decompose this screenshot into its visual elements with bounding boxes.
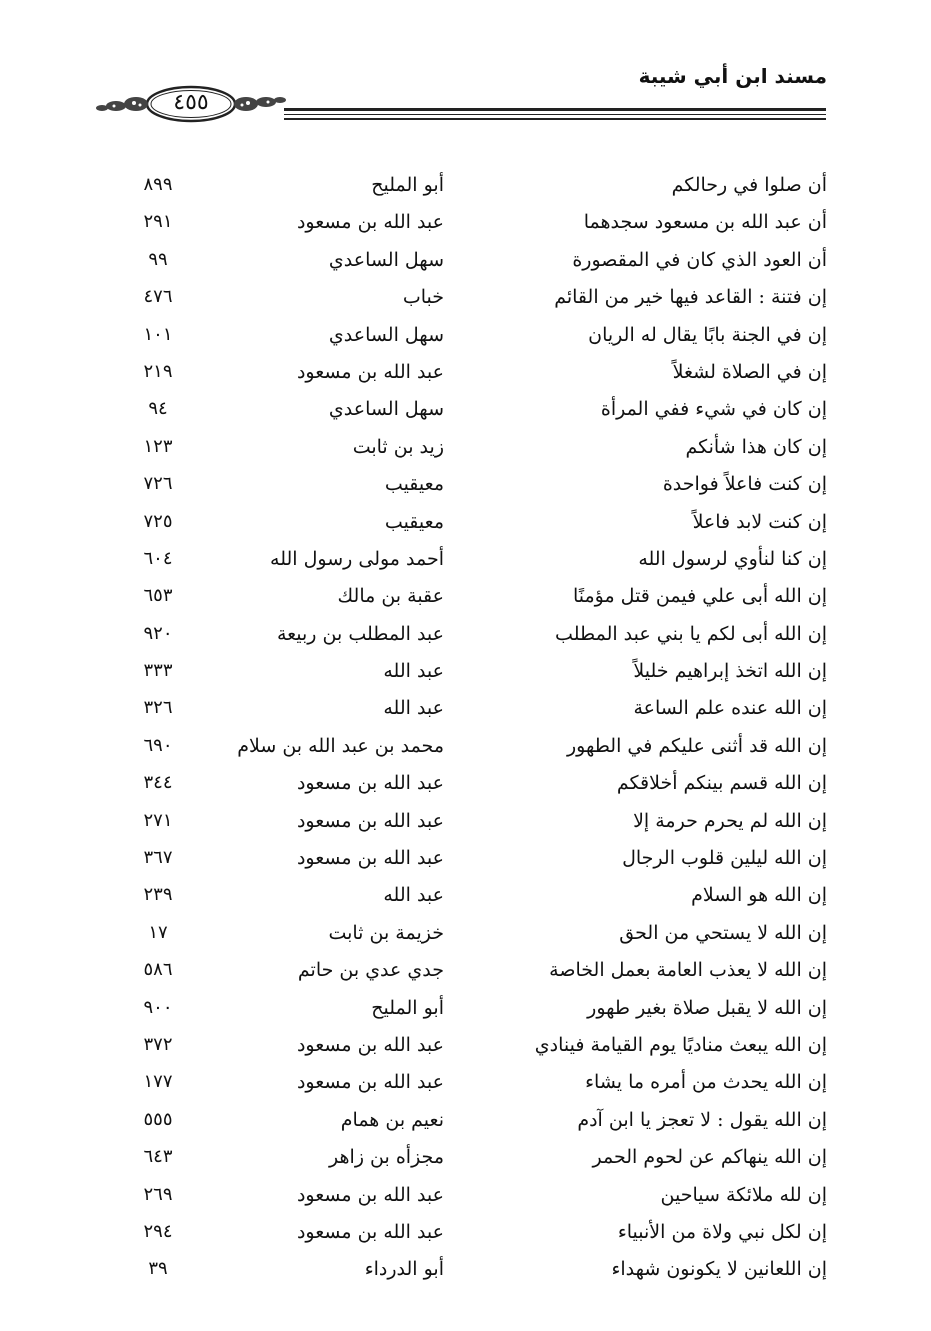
- hadith-text: إن الله هو السلام: [691, 884, 827, 907]
- hadith-number: ٩٢٠: [143, 622, 173, 644]
- index-row: [0, 802, 931, 839]
- hadith-number: ٣٢٦: [143, 697, 173, 719]
- hadith-number: ٦٤٣: [143, 1146, 173, 1168]
- narrator-name: عبد الله بن مسعود: [296, 1183, 444, 1206]
- page-header: [0, 0, 931, 140]
- narrator-name: سهل الساعدي: [328, 248, 444, 271]
- hadith-text: إن الله اتخذ إبراهيم خليلاً: [633, 660, 827, 683]
- narrator-name: محمد بن عبد الله بن سلام: [237, 734, 444, 757]
- narrator-name: عقبة بن مالك: [337, 585, 444, 608]
- hadith-number: ١٧: [148, 921, 168, 943]
- narrator-name: أبو المليح: [371, 174, 444, 196]
- hadith-number: ١٢٣: [143, 435, 173, 457]
- hadith-text: إن في الصلاة لشغلاً: [672, 360, 827, 383]
- hadith-text: إن الله أبى لكم يا بني عبد المطلب: [555, 622, 827, 645]
- hadith-number: ٢٧١: [143, 809, 173, 831]
- hadith-number: ٣٤٤: [143, 772, 173, 794]
- hadith-text: إن كنا لنأوي لرسول الله: [638, 547, 827, 570]
- index-row: [0, 1026, 931, 1063]
- hadith-text: إن الله لا يقبل صلاة بغير طهور: [587, 996, 827, 1019]
- header-rule-lower: [284, 118, 826, 120]
- hadith-number: ٢٩٤: [143, 1220, 173, 1242]
- narrator-name: عبد الله بن مسعود: [296, 809, 444, 832]
- hadith-number: ٢٩١: [143, 211, 173, 233]
- hadith-number: ٩٩: [148, 248, 168, 270]
- hadith-text: إن الله لم يحرم حرمة إلا: [633, 809, 827, 832]
- hadith-text: إن الله يبعث مناديًا يوم القيامة فينادي: [534, 1033, 827, 1056]
- index-row: [0, 278, 931, 315]
- narrator-name: عبد الله: [383, 697, 444, 720]
- index-row: [0, 1138, 931, 1175]
- hadith-number: ٣٣٣: [143, 660, 173, 682]
- hadith-text: إن الله أبى علي فيمن قتل مؤمنًا: [572, 585, 827, 608]
- index-row: [0, 166, 931, 203]
- hadith-text: إن الله لا يعذب العامة بعمل الخاصة: [549, 959, 827, 982]
- narrator-name: سهل الساعدي: [328, 323, 444, 346]
- index-row: [0, 914, 931, 951]
- hadith-text: إن كنت فاعلاً فواحدة: [662, 473, 827, 496]
- hadith-text: إن الله عنده علم الساعة: [633, 697, 827, 720]
- book-title: مسند ابن أبي شيبة: [638, 64, 827, 88]
- hadith-text: أن عبد الله بن مسعود سجدهما: [583, 211, 827, 234]
- hadith-number: ٢٣٩: [143, 884, 173, 906]
- hadith-text: إن في الجنة بابًا يقال له الريان: [588, 323, 827, 346]
- narrator-name: سهل الساعدي: [328, 398, 444, 421]
- hadith-text: إن الله ليلين قلوب الرجال: [622, 847, 827, 870]
- index-row: [0, 465, 931, 502]
- hadith-number: ٦٥٣: [143, 585, 173, 607]
- hadith-text: إن الله قد أثنى عليكم في الطهور: [566, 734, 827, 757]
- index-row: [0, 989, 931, 1026]
- hadith-number: ٩٠٠: [143, 996, 173, 1018]
- hadith-text: إن الله قسم بينكم أخلاقكم: [616, 772, 827, 795]
- narrator-name: معيقيب: [384, 473, 444, 496]
- hadith-number: ٧٢٦: [143, 473, 173, 495]
- index-row: [0, 951, 931, 988]
- hadith-number: ٩٤: [148, 398, 168, 420]
- narrator-name: عبد الله: [383, 660, 444, 683]
- index-row: [0, 1250, 931, 1287]
- hadith-number: ٧٢٥: [143, 510, 173, 532]
- index-row: [0, 615, 931, 652]
- hadith-text: إن فتنة : القاعد فيها خير من القائم: [554, 286, 827, 309]
- hadith-number: ٣٩: [148, 1258, 168, 1280]
- narrator-name: جدي عدي بن حاتم: [297, 959, 444, 982]
- narrator-name: أحمد مولى رسول الله: [270, 547, 444, 570]
- hadith-number: ٢١٩: [143, 360, 173, 382]
- narrator-name: أبو المليح: [371, 996, 444, 1019]
- narrator-name: زيد بن ثابت: [352, 435, 444, 458]
- header-rule: [284, 108, 826, 111]
- hadith-text: إن لله ملائكة سياحين: [660, 1183, 827, 1206]
- hadith-text: إن اللعانين لا يكونون شهداء: [611, 1258, 827, 1281]
- index-row: [0, 1213, 931, 1250]
- hadith-number: ٤٧٦: [143, 286, 173, 308]
- narrator-name: عبد الله بن مسعود: [296, 360, 444, 383]
- hadith-number: ٦٩٠: [143, 734, 173, 756]
- header-rule-thin: [284, 114, 826, 115]
- index-row: [0, 1063, 931, 1100]
- hadith-text: إن الله يقول : لا تعجز يا ابن آدم: [577, 1108, 827, 1131]
- hadith-text: إن الله يحدث من أمره ما يشاء: [585, 1071, 827, 1094]
- index-row: [0, 1101, 931, 1138]
- index-row: [0, 203, 931, 240]
- hadith-text: أن العود الذي كان في المقصورة: [572, 248, 827, 271]
- index-row: [0, 1176, 931, 1213]
- narrator-name: عبد الله بن مسعود: [296, 1220, 444, 1243]
- hadith-text: إن كان في شيء ففي المرأة: [600, 398, 827, 421]
- index-row: [0, 727, 931, 764]
- hadith-text: أن صلوا في رحالكم: [671, 174, 827, 196]
- index-row: [0, 540, 931, 577]
- index-row: [0, 689, 931, 726]
- narrator-name: أبو الدرداء: [364, 1258, 444, 1281]
- index-row: [0, 316, 931, 353]
- hadith-number: ٣٦٧: [143, 847, 173, 869]
- narrator-name: عبد الله: [383, 884, 444, 907]
- page-number: ٤٥٥: [173, 90, 209, 115]
- index-row: [0, 764, 931, 801]
- narrator-name: خزيمة بن ثابت: [328, 921, 444, 944]
- hadith-number: ١٠١: [143, 323, 173, 345]
- index-row: [0, 241, 931, 278]
- index-row: [0, 353, 931, 390]
- hadith-number: ٥٨٦: [143, 959, 173, 981]
- index-row: [0, 390, 931, 427]
- index-row: [0, 428, 931, 465]
- narrator-name: خباب: [402, 286, 444, 309]
- hadith-text: إن كان هذا شأنكم: [685, 435, 827, 458]
- hadith-index-table: [0, 166, 931, 1288]
- hadith-number: ٨٩٩: [143, 174, 173, 195]
- narrator-name: عبد الله بن مسعود: [296, 772, 444, 795]
- narrator-name: مجزأه بن زاهر: [329, 1146, 444, 1169]
- hadith-number: ٥٥٥: [143, 1108, 173, 1130]
- hadith-number: ٢٦٩: [143, 1183, 173, 1205]
- hadith-number: ١٧٧: [143, 1071, 173, 1093]
- index-row: [0, 503, 931, 540]
- hadith-number: ٦٠٤: [143, 547, 173, 569]
- index-row: [0, 577, 931, 614]
- narrator-name: عبد الله بن مسعود: [296, 1033, 444, 1056]
- hadith-text: إن الله ينهاكم عن لحوم الحمر: [592, 1146, 827, 1169]
- hadith-text: إن لكل نبي ولاة من الأنبياء: [617, 1220, 827, 1243]
- narrator-name: عبد الله بن مسعود: [296, 211, 444, 234]
- narrator-name: عبد المطلب بن ربيعة: [276, 622, 444, 645]
- index-row: [0, 876, 931, 913]
- index-row: [0, 839, 931, 876]
- narrator-name: نعيم بن همام: [340, 1108, 444, 1131]
- narrator-name: معيقيب: [384, 510, 444, 533]
- index-row: [0, 652, 931, 689]
- narrator-name: عبد الله بن مسعود: [296, 1071, 444, 1094]
- hadith-text: إن كنت لابد فاعلاً: [692, 510, 827, 533]
- narrator-name: عبد الله بن مسعود: [296, 847, 444, 870]
- hadith-text: إن الله لا يستحي من الحق: [619, 921, 827, 944]
- hadith-number: ٣٧٢: [143, 1033, 173, 1055]
